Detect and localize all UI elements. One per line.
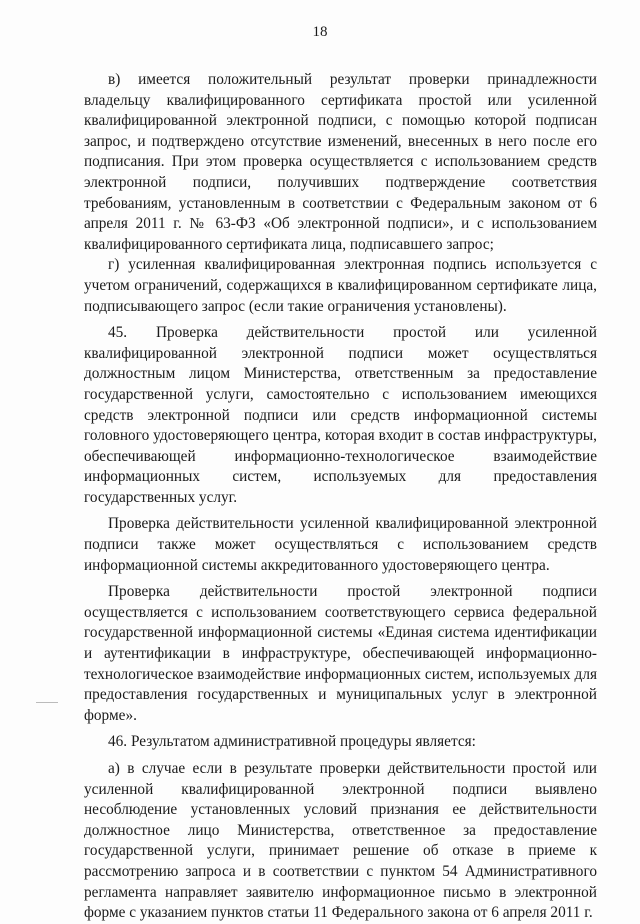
paragraph-qualified-signature-check: Проверка действительности усиленной квалифицированной электронной подписи также может осуществляться с использованием средств информационной системы аккредитованного удостоверяющего центра.: [84, 515, 597, 574]
paragraph-item-a: а) в случае если в результате проверки действительности простой или усиленной квалифицированной электронной подписи выявлено несоблюдение установленных условий признания ее действительности должностное лицо Министерства, ответственное за предоставление государственной услуги, принимает решение об отказе в приеме к рассмотрению запроса и в соответствии с пунктом 54 Административного регламента направляет заявителю информационное письмо в электронной форме с указанием пунктов статьи 11 Федерального закона от 6 апреля 2011 г.: [84, 760, 597, 922]
margin-mark: [36, 702, 58, 703]
document-body: [84, 70, 597, 924]
paragraph-item-g: г) усиленная квалифицированная электронная подпись используется с учетом ограничений, содержащихся в квалифицированном сертификате лица, подписывающего запрос (если такие ограничения установлены).: [84, 256, 597, 315]
paragraph-46: 46. Результатом административной процедуры является:: [108, 733, 476, 751]
paragraph-45: 45. Проверка действительности простой или усиленной квалифицированной электронной подписи может осуществляться должностным лицом Министерства, ответственным за предоставление государственной услуги, самостоятельно с использованием имеющихся средств электронной подписи или средств информационной системы головного удостоверяющего центра, которая входит в состав инфраструктуры, обеспечивающей информационно-технологическое взаимодействие информационных систем, используемых для предоставления государственных услуг.: [84, 324, 597, 506]
paragraph-simple-signature-check: Проверка действительности простой электронной подписи осуществляется с использованием соответствующего сервиса федеральной государственной информационной системы «Единая система идентификации и аутентификации в инфраструктуре, обеспечивающей информационно-технологическое взаимодействие информационных систем, используемых для предоставления государственных и муниципальных услуг в электронной форме».: [84, 583, 597, 724]
page-number: 18: [312, 24, 328, 40]
paragraph-item-v: в) имеется положительный результат проверки принадлежности владельцу квалифицированного сертификата простой или усиленной квалифицированной электронной подписи, с помощью которой подписан запрос, и подтверждено отсутствие изменений, внесенных в него после его подписания. При этом проверка осуществляется с использованием средств электронной подписи, получивших подтверждение соответствия требованиям, установленным в соответствии с Федеральным законом от 6 апреля 2011 г. № 63-ФЗ «Об электронной подписи», и с использованием квалифицированного сертификата лица, подписавшего запрос;: [84, 71, 597, 253]
